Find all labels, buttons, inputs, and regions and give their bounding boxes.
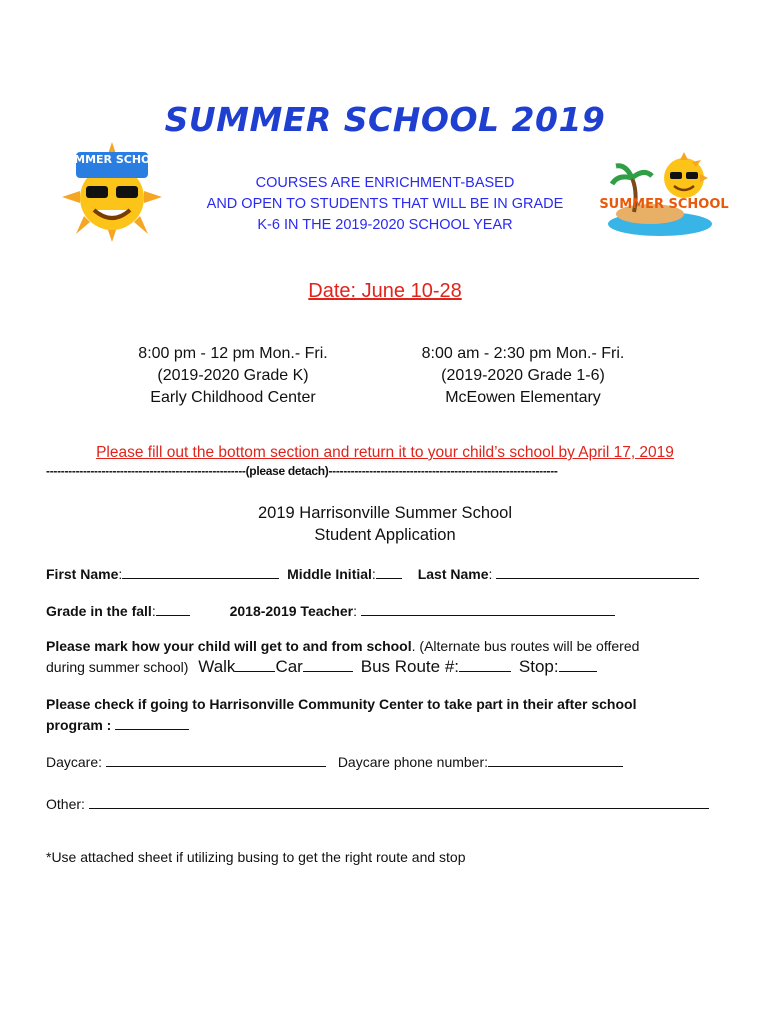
- return-notice: Please fill out the bottom section and return it to your child’s school by April 17, 2019: [96, 444, 674, 461]
- daycare-phone-label: Daycare phone number:: [337, 754, 489, 770]
- summer-school-island-logo-right: [599, 152, 729, 238]
- schedule-location: McEowen Elementary: [445, 389, 601, 406]
- logo-left-text: SUMMER SCHOOL: [57, 153, 167, 166]
- logo-right-text: SUMMER SCHOOL: [599, 197, 729, 212]
- community-question-cont: program :: [46, 717, 112, 733]
- community-row-2: [46, 715, 189, 733]
- walk-label: Walk: [198, 657, 236, 676]
- daycare-row: [46, 752, 623, 770]
- transport-question: Please mark how your child will get to and from school: [46, 638, 412, 654]
- walk-field[interactable]: [235, 657, 275, 672]
- grade-label: Grade in the fall: [46, 603, 152, 619]
- car-label: Car: [275, 657, 303, 676]
- intro-text: [150, 173, 620, 236]
- schedule-time: 8:00 pm - 12 pm Mon.- Fri.: [138, 345, 328, 362]
- grade-field[interactable]: [156, 601, 190, 616]
- schedule-grade: (2019-2020 Grade 1-6): [441, 367, 605, 384]
- detach-line: [46, 464, 726, 478]
- stop-field[interactable]: [559, 657, 597, 672]
- community-row-1: [46, 696, 636, 712]
- teacher-label: 2018-2019 Teacher: [229, 603, 354, 619]
- summer-school-sun-logo-left: [57, 142, 167, 242]
- transport-row-2: [46, 657, 597, 677]
- middle-initial-label: Middle Initial: [287, 566, 372, 582]
- footnote: *Use attached sheet if utilizing busing to get the right route and stop: [46, 849, 466, 865]
- footnote-row: [46, 849, 466, 865]
- name-row: First Name: Middle Initial: Last Name:: [46, 564, 699, 582]
- last-name-label: Last Name: [417, 566, 489, 582]
- schedule-kindergarten: [88, 343, 378, 409]
- application-title-line: 2019 Harrisonville Summer School: [257, 504, 513, 522]
- middle-initial-field[interactable]: [376, 564, 402, 579]
- schedule-elementary: [378, 343, 668, 409]
- stop-label: Stop:: [518, 657, 559, 676]
- car-field[interactable]: [303, 657, 353, 672]
- schedule-grade: (2019-2020 Grade K): [157, 367, 309, 384]
- transport-note-cont: during summer school): [46, 659, 189, 675]
- other-field[interactable]: [89, 794, 709, 809]
- date-line: Date: June 10-28: [308, 280, 462, 302]
- intro-line: COURSES ARE ENRICHMENT-BASED: [255, 175, 515, 191]
- intro-line: K-6 IN THE 2019-2020 SCHOOL YEAR: [257, 217, 513, 233]
- daycare-field[interactable]: [106, 752, 326, 767]
- daycare-label: Daycare:: [46, 754, 103, 770]
- daycare-phone-field[interactable]: [488, 752, 623, 767]
- schedule-location: Early Childhood Center: [150, 389, 316, 406]
- application-title-line: Student Application: [314, 526, 456, 544]
- teacher-field[interactable]: [361, 601, 615, 616]
- application-title: [0, 502, 770, 546]
- last-name-field[interactable]: [496, 564, 699, 579]
- dash-right: --------------------------------------------------------------: [328, 464, 558, 478]
- schedule-time: 8:00 am - 2:30 pm Mon.- Fri.: [421, 345, 625, 362]
- grade-row: Grade in the fall: 2018-2019 Teacher:: [46, 601, 615, 619]
- page-title: SUMMER SCHOOL 2019: [164, 100, 606, 139]
- dash-left: ------------------------------------------------------: [46, 464, 246, 478]
- first-name-field[interactable]: [122, 564, 279, 579]
- other-row: [46, 794, 709, 812]
- bus-route-field[interactable]: [459, 657, 511, 672]
- transport-row-1: [46, 638, 639, 654]
- first-name-label: First Name: [46, 566, 119, 582]
- transport-note: . (Alternate bus routes will be offered: [411, 638, 640, 654]
- other-label: Other:: [46, 796, 85, 812]
- community-field[interactable]: [115, 715, 189, 730]
- intro-line: AND OPEN TO STUDENTS THAT WILL BE IN GRADE: [206, 196, 564, 212]
- community-question: Please check if going to Harrisonville Community Center to take part in their after school: [46, 696, 637, 712]
- detach-label: (please detach): [245, 464, 329, 478]
- bus-route-label: Bus Route #:: [360, 657, 460, 676]
